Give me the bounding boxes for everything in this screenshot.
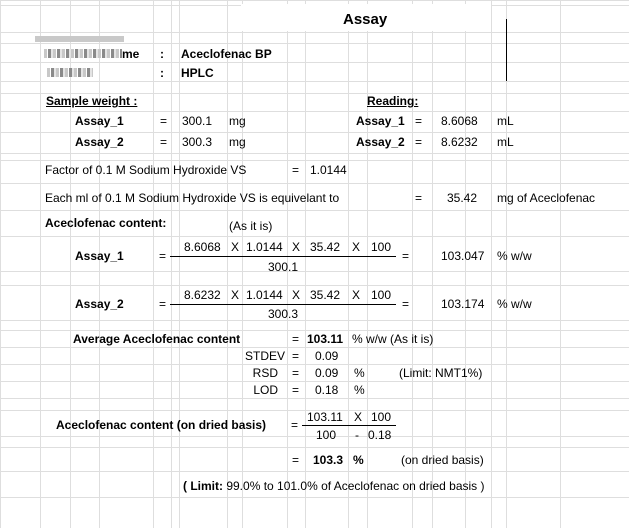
dried-note: (on dried basis) [401,453,484,467]
dried-fraction-bar [302,425,396,426]
sample-assay1-label: Assay_1 [75,114,124,128]
dried-eq: = [291,418,299,432]
calc1-x2: X [292,240,301,254]
limit-text: 99.0% to 101.0% of Aceclofenac on dried basis ) [223,479,485,493]
equivalence-unit: mg of Aceclofenac [497,191,596,205]
equivalence-label: Each ml of 0.1 M Sodium Hydroxide VS is equivelant to [45,191,340,205]
lod-unit: % [354,383,365,397]
sample-assay2-value: 300.3 [182,135,213,149]
average-value: 103.11 [307,332,344,346]
dried-n1: 103.11 [307,410,343,424]
calc2-x2: X [292,288,301,302]
calc2-n2: 1.0144 [246,288,283,302]
calc2-n4: 100 [371,288,392,302]
calc1-result: 103.047 [441,249,485,263]
calc1-unit: % w/w [497,249,532,263]
content-heading: Aceclofenac content: [45,216,167,230]
rsd-limit: (Limit: NMT1%) [399,366,483,380]
calc1-n3: 35.42 [310,240,341,254]
factor-label: Factor of 0.1 M Sodium Hydroxide VS [45,163,247,177]
calc2-n1: 8.6232 [184,288,221,302]
calc1-den: 300.1 [267,260,299,274]
factor-value: 1.0144 [310,163,347,177]
as-is-note: (As it is) [229,219,273,233]
limit-open: ( Limit: [183,479,223,493]
factor-eq: = [292,163,300,177]
reading-assay1-value: 8.6068 [441,114,478,128]
reading-assay1-eq: = [415,114,423,128]
dried-d1: 100 [316,428,337,442]
calc1-eq1: = [159,249,167,263]
reading-assay2-eq: = [415,135,423,149]
sample-assay1-eq: = [160,114,168,128]
stdev-label: STDEV [244,349,285,363]
stdev-eq: = [292,349,300,363]
calc2-x3: X [352,288,361,302]
calc1-label: Assay_1 [75,249,124,263]
stdev-value: 0.09 [315,349,339,363]
reading-assay1-unit: mL [497,114,514,128]
calc2-eq1: = [159,297,167,311]
dried-result-eq: = [292,453,300,467]
average-unit: % w/w (As it is) [352,332,434,346]
calc2-unit: % w/w [497,297,532,311]
lod-label: LOD [253,383,278,397]
method-value: HPLC [181,66,214,80]
calc2-fraction-bar [170,304,396,305]
dried-minus: - [355,428,359,442]
calc1-eq2: = [402,249,410,263]
name-separator: : [160,47,164,61]
calc1-n1: 8.6068 [184,240,221,254]
average-label: Average Aceclofenac content [73,332,241,346]
calc1-n2: 1.0144 [246,240,283,254]
calc2-x1: X [231,288,240,302]
calc1-n4: 100 [371,240,392,254]
sample-weight-heading: Sample weight : [46,94,138,108]
calc1-x1: X [231,240,240,254]
dried-x: X [354,410,363,424]
calc2-eq2: = [402,297,410,311]
sample-assay2-label: Assay_2 [75,135,124,149]
rsd-eq: = [292,366,300,380]
selection-bar [35,36,124,42]
product-name: Aceclofenac BP [181,47,272,61]
reading-assay2-value: 8.6232 [441,135,478,149]
calc1-x3: X [352,240,361,254]
sample-assay1-value: 300.1 [182,114,213,128]
dried-label: Aceclofenac content (on dried basis) [56,418,267,432]
page-title: Assay [343,11,388,28]
calc2-label: Assay_2 [75,297,124,311]
equivalence-eq: = [415,191,423,205]
dried-result: 103.3 [313,453,344,467]
rsd-label: RSD [252,366,278,380]
cursor-line [506,19,507,81]
lod-eq: = [292,383,300,397]
calc2-n3: 35.42 [310,288,341,302]
average-eq: = [292,332,300,346]
reading-assay2-unit: mL [497,135,514,149]
dried-n2: 100 [371,410,392,424]
limit-statement [183,479,485,493]
redacted-name-label [44,49,122,58]
method-separator: : [160,66,164,80]
calc2-den: 300.3 [267,307,299,321]
name-label-suffix: me [122,47,140,61]
reading-heading: Reading: [367,94,419,108]
sample-assay2-unit: mg [229,135,246,149]
equivalence-value: 35.42 [447,191,478,205]
dried-result-unit: % [353,453,364,467]
rsd-value: 0.09 [315,366,339,380]
rsd-unit: % [354,366,365,380]
sample-assay2-eq: = [160,135,168,149]
lod-value: 0.18 [315,383,339,397]
reading-assay1-label: Assay_1 [356,114,405,128]
reading-assay2-label: Assay_2 [356,135,405,149]
calc1-fraction-bar [170,256,396,257]
sample-assay1-unit: mg [229,114,246,128]
redacted-method-label [47,68,93,77]
dried-d2: 0.18 [368,428,392,442]
calc2-result: 103.174 [441,297,485,311]
